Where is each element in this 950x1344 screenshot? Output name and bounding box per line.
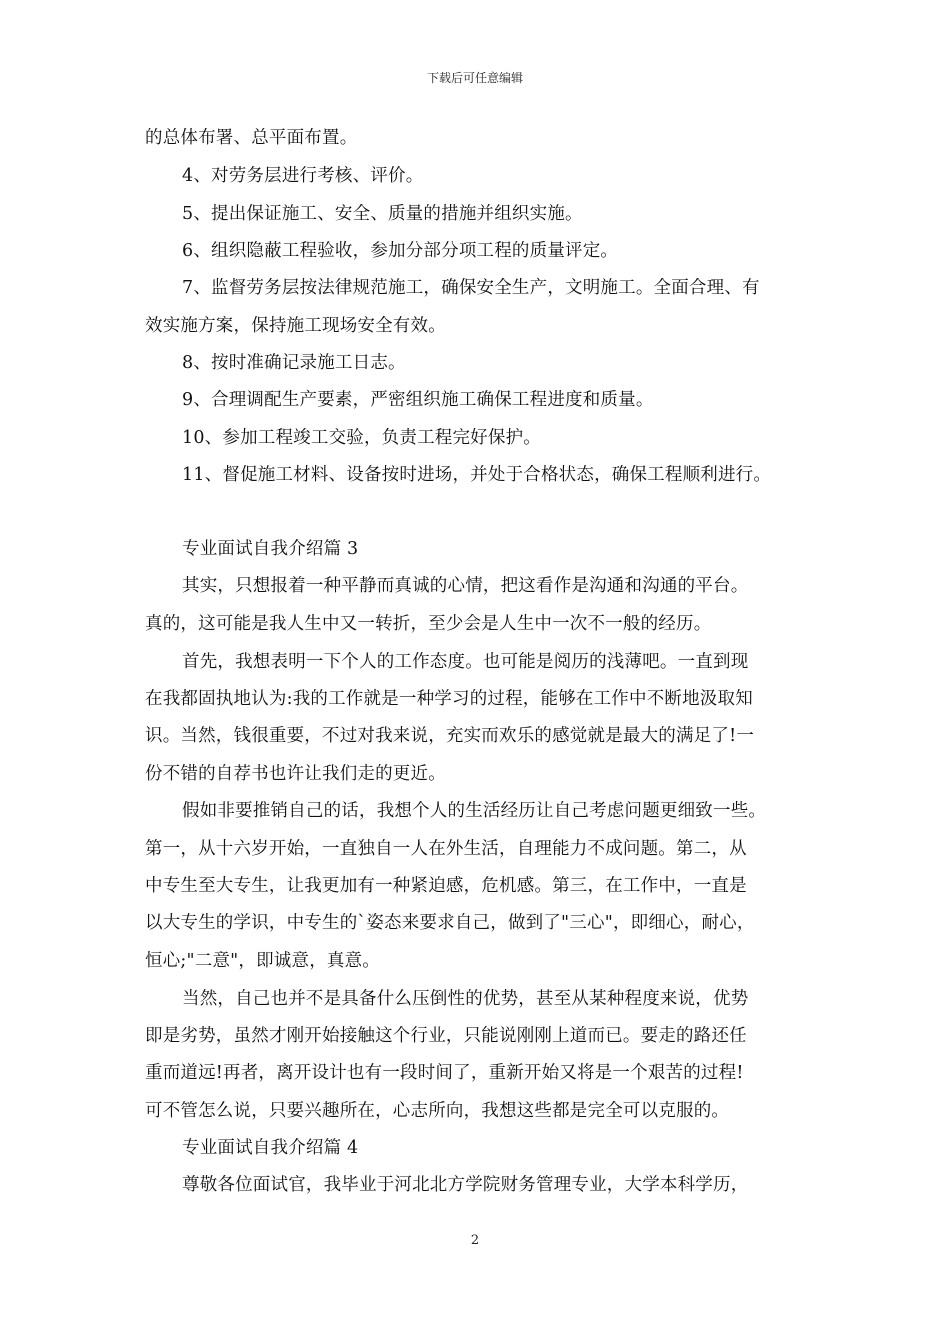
body-line: 8、按时准确记录施工日志。	[182, 353, 406, 373]
body-line: 其实，只想报着一种平静而真诚的心情，把这看作是沟通和沟通的平台。	[182, 576, 749, 596]
body-line: 当然，自己也并不是具备什么压倒性的优势，甚至从某种程度来说，优势	[182, 989, 749, 1009]
body-line: 以大专生的学识，中专生的`姿态来要求自己，做到了"三心"，即细心，耐心，	[145, 913, 755, 933]
body-line: 真的，这可能是我人生中又一转折，至少会是人生中一次不一般的经历。	[145, 614, 712, 634]
section-heading: 专业面试自我介绍篇 3	[182, 539, 359, 559]
body-line: 的总体布署、总平面布置。	[145, 128, 358, 148]
body-line: 可不管怎么说，只要兴趣所在，心志所向，我想这些都是完全可以克服的。	[145, 1101, 730, 1121]
body-line: 9、合理调配生产要素，严密组织施工确保工程进度和质量。	[182, 390, 654, 410]
body-line: 即是劣势，虽然才刚开始接触这个行业，只能说刚刚上道而已。要走的路还任	[145, 1026, 747, 1046]
body-line: 重而道远!再者，离开设计也有一段时间了，重新开始又将是一个艰苦的过程!	[145, 1063, 744, 1083]
body-line: 假如非要推销自己的话，我想个人的生活经历让自己考虑问题更细致一些。	[182, 801, 767, 821]
page-number: 2	[470, 1233, 480, 1248]
body-line: 第一，从十六岁开始，一直独自一人在外生活，自理能力不成问题。第二，从	[145, 839, 747, 859]
body-line: 识。当然，钱很重要，不过对我来说，充实而欢乐的感觉就是最大的满足了!一	[145, 726, 755, 746]
page-header: 下载后可任意编辑	[426, 71, 523, 85]
body-line: 效实施方案，保持施工现场安全有效。	[145, 316, 446, 336]
body-line: 在我都固执地认为:我的工作就是一种学习的过程，能够在工作中不断地汲取知	[145, 689, 753, 709]
body-line: 5、提出保证施工、安全、质量的措施并组织实施。	[182, 204, 583, 224]
body-line: 10、参加工程竣工交验，负责工程完好保护。	[182, 428, 541, 448]
section-heading: 专业面试自我介绍篇 4	[182, 1138, 359, 1158]
body-line: 恒心;"二意"，即诚意，真意。	[145, 951, 380, 971]
body-line: 中专生至大专生，让我更加有一种紧迫感，危机感。第三，在工作中，一直是	[145, 876, 747, 896]
body-line: 份不错的自荐书也许让我们走的更近。	[145, 764, 446, 784]
body-line: 4、对劳务层进行考核、评价。	[182, 166, 424, 186]
body-line: 7、监督劳务层按法律规范施工，确保安全生产，文明施工。全面合理、有	[182, 278, 760, 298]
body-line: 首先，我想表明一下个人的工作态度。也可能是阅历的浅薄吧。一直到现	[182, 652, 749, 672]
body-line: 11、督促施工材料、设备按时进场，并处于合格状态，确保工程顺利进行。	[182, 465, 772, 485]
body-line: 尊敬各位面试官，我毕业于河北北方学院财务管理专业，大学本科学历，	[182, 1175, 749, 1195]
body-line: 6、组织隐蔽工程验收，参加分部分项工程的质量评定。	[182, 241, 619, 261]
